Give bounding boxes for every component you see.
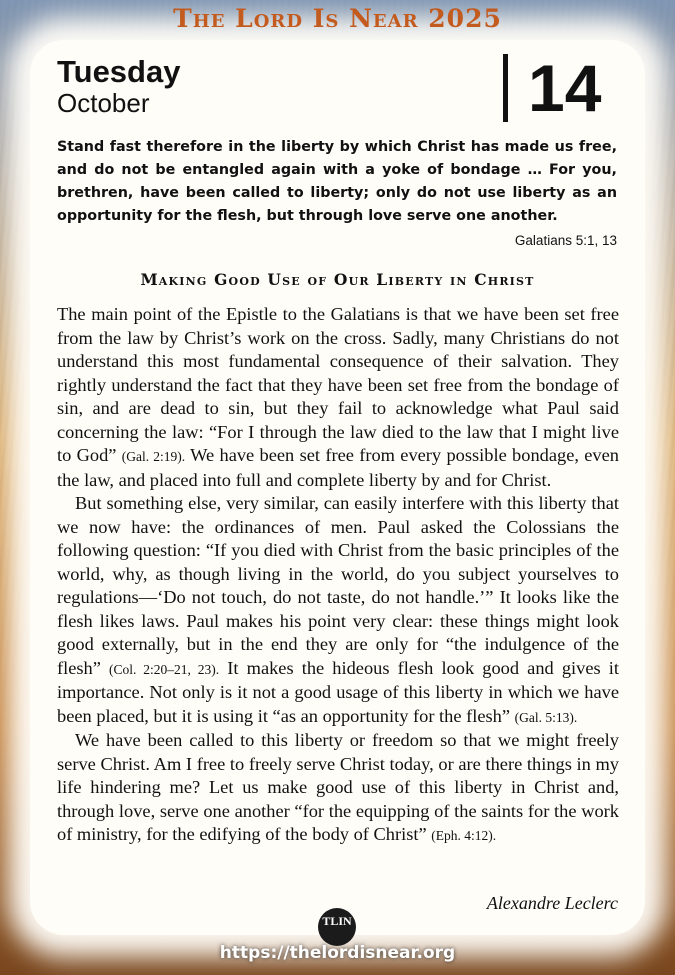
citation: (Eph. 4:12). (431, 828, 497, 843)
month-label: October (57, 88, 150, 118)
paragraph-text: We have been called to this liberty or freedom so that we might freely serve Christ. Am I free to freely serve Christ today, or are there things in my life hindering me? Let us make good use of this liberty in Christ and, through love, serve one another “for the equipping of the saints for the work of ministry, for the edifying of the body of Christ” (57, 730, 619, 844)
article-paragraph (57, 303, 619, 492)
article-paragraph (57, 729, 619, 848)
paragraph-text: We have been set free from every possible bondage, even the law, and placed into full and complete liberty by and for Christ. (57, 445, 619, 490)
tlin-logo (318, 908, 356, 946)
article-paragraph (57, 492, 619, 729)
weekday-label: Tuesday (57, 54, 181, 89)
author-name: Alexandre Leclerc (486, 893, 618, 913)
website-url[interactable]: https://thelordisnear.org (219, 943, 456, 963)
day-number: 14 (528, 51, 602, 125)
paragraph-text: It makes the hideous flesh look good and gives it importance. Not only is it not a good usage of this liberty in which we have been placed, but it is using it “as an opportunity for the flesh” (57, 657, 619, 726)
date-divider (503, 54, 508, 122)
scripture-verse: Stand fast therefore in the liberty by which Christ has made us free, and do not be entangled again with a yoke of bondage … For you, brethren, have been called to liberty; only do not use liberty as an opportunity for the flesh, but through love serve one another. (57, 139, 617, 224)
citation: (Gal. 2:19). (121, 449, 186, 464)
page-header-title: The Lord Is Near 2025 (173, 4, 502, 33)
paragraph-text: The main point of the Epistle to the Galatians is that we have been set free from the law by Christ’s work on the cross. Sadly, many Christians do not understand this most fundamental consequence of their salvation. They rightly understand the fact that they have been set free from the bondage of sin, and are dead to sin, but they fail to acknowledge what Paul said concerning the law: “For I through the law died to the law that I might live to God” (57, 304, 619, 465)
article-body (57, 303, 619, 848)
citation: (Col. 2:20–21, 23). (109, 661, 220, 677)
article-title: Making Good Use of Our Liberty in Christ (140, 270, 535, 289)
scripture-reference: Galatians 5:1, 13 (514, 233, 617, 248)
paragraph-text: But something else, very similar, can easily interfere with this liberty that we now have: the ordinances of men. Paul asked the Colossians the following question: “If you died with Christ from the basic principles of the world, why, as though living in the world, do you subject yourselves to regulations—‘Do not touch, do not taste, do not handle.’” It looks like the flesh likes laws. Paul makes his point very clear: these things might look good externally, but in the end they are only for “the indulgence of the flesh” (57, 493, 619, 678)
citation: (Gal. 5:13). (514, 709, 578, 725)
logo-text: TLIN (322, 914, 352, 928)
